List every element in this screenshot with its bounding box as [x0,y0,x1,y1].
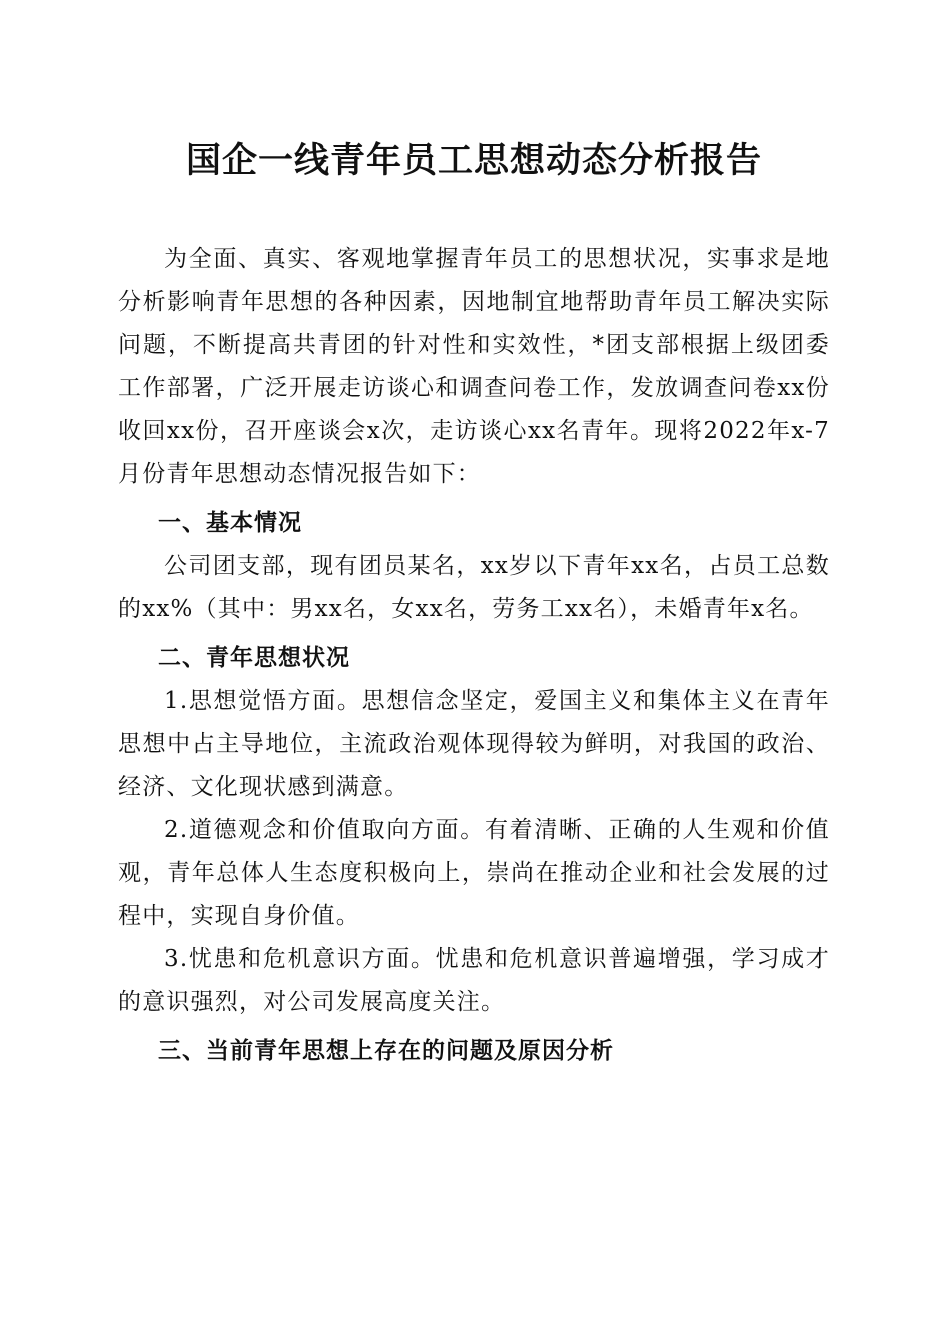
basic-situation-paragraph: 公司团支部，现有团员某名，xx岁以下青年xx名，占员工总数的xx%（其中：男xx名，女xx名，劳务工xx名），未婚青年x名。 [118,553,830,622]
document-body [118,238,830,1073]
youth-thought-item-2: 2.道德观念和价值取向方面。有着清晰、正确的人生观和价值观，青年总体人生态度积极向上，崇尚在推动企业和社会发展的过程中，实现自身价值。 [118,817,830,929]
document-title: 国企一线青年员工思想动态分析报告 [185,140,762,181]
section-heading-basic-situation: 一、基本情况 [158,510,302,536]
section-heading-problems: 三、当前青年思想上存在的问题及原因分析 [158,1038,614,1064]
youth-thought-item-3: 3.忧患和危机意识方面。忧患和危机意识普遍增强，学习成才的意识强烈，对公司发展高度关注。 [118,946,830,1015]
intro-paragraph: 为全面、真实、客观地掌握青年员工的思想状况，实事求是地分析影响青年思想的各种因素，因地制宜地帮助青年员工解决实际问题，不断提高共青团的针对性和实效性，*团支部根据上级团委工作部署，广泛开展走访谈心和调查问卷工作，发放调查问卷xx份收回xx份，召开座谈会x次，走访谈心xx名青年。现将2022年x-7月份青年思想动态情况报告如下： [118,246,830,487]
document-page [118,0,830,1073]
youth-thought-item-1: 1.思想觉悟方面。思想信念坚定，爱国主义和集体主义在青年思想中占主导地位，主流政治观体现得较为鲜明，对我国的政治、经济、文化现状感到满意。 [118,688,830,800]
section-heading-youth-thought: 二、青年思想状况 [158,645,350,671]
